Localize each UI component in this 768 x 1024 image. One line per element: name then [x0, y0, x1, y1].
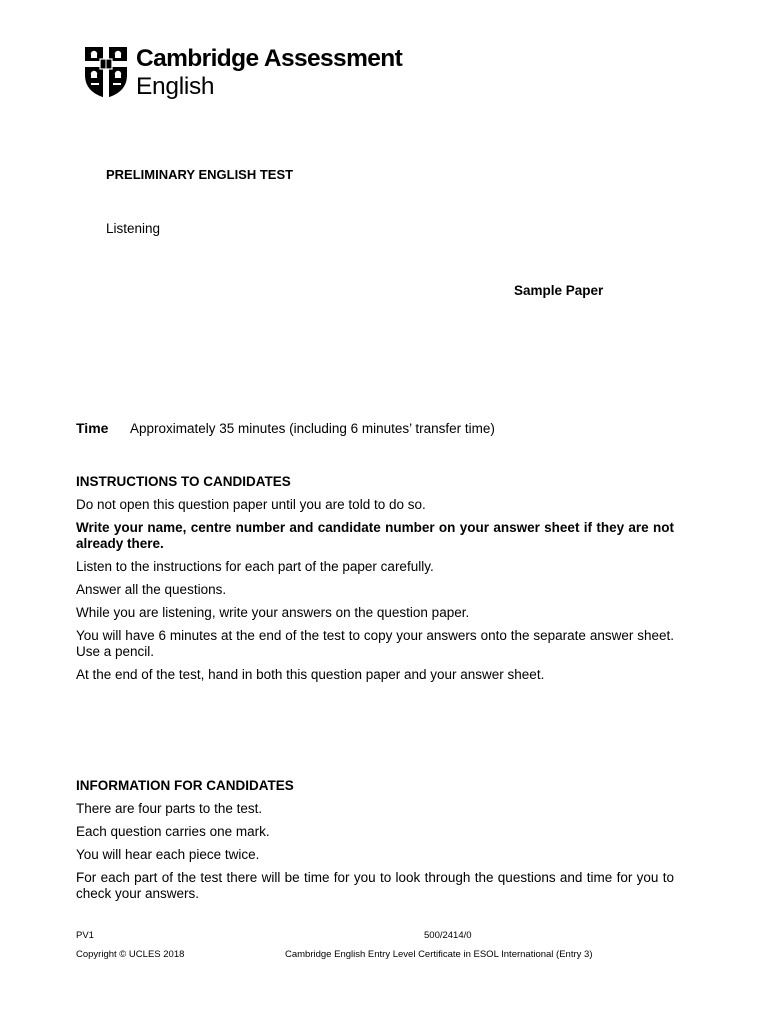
information-item: You will hear each piece twice. [76, 847, 260, 862]
logo-line-2: English [136, 73, 215, 100]
instruction-item: Listen to the instructions for each part of the paper carefully. [76, 559, 434, 574]
university-crest-icon [83, 45, 129, 99]
information-item: For each part of the test there will be time for you to look through the questions and time for you to check your answers. [76, 870, 674, 901]
exam-title: PRELIMINARY ENGLISH TEST [106, 167, 294, 182]
sample-paper-label: Sample Paper [514, 283, 604, 298]
cambridge-logo [83, 44, 413, 102]
instruction-item: At the end of the test, hand in both this question paper and your answer sheet. [76, 667, 545, 682]
footer-certificate: Cambridge English Entry Level Certificate in ESOL International (Entry 3) [285, 949, 593, 960]
footer-paper-code: PV1 [76, 930, 94, 941]
exam-subtitle: Listening [106, 221, 161, 236]
instruction-item: Do not open this question paper until you are told to do so. [76, 497, 426, 512]
time-value: Approximately 35 minutes (including 6 minutes’ transfer time) [130, 421, 495, 436]
information-item: There are four parts to the test. [76, 801, 263, 816]
information-item: Each question carries one mark. [76, 824, 270, 839]
information-heading: INFORMATION FOR CANDIDATES [76, 778, 294, 793]
instruction-item: While you are listening, write your answers on the question paper. [76, 605, 470, 620]
time-label: Time [76, 420, 109, 436]
footer-accreditation-number: 500/2414/0 [424, 930, 472, 941]
information-section [76, 778, 674, 909]
instruction-item: Answer all the questions. [76, 582, 227, 597]
instruction-item: You will have 6 minutes at the end of the test to copy your answers onto the separate answer sheet. Use a pencil. [76, 628, 674, 659]
logo-line-1: Cambridge Assessment [136, 45, 403, 72]
footer-copyright: Copyright © UCLES 2018 [76, 949, 185, 960]
instruction-item: Write your name, centre number and candidate number on your answer sheet if they are not already there. [76, 520, 674, 551]
instructions-heading: INSTRUCTIONS TO CANDIDATES [76, 474, 291, 489]
time-row [76, 420, 495, 436]
instructions-section [76, 474, 674, 690]
